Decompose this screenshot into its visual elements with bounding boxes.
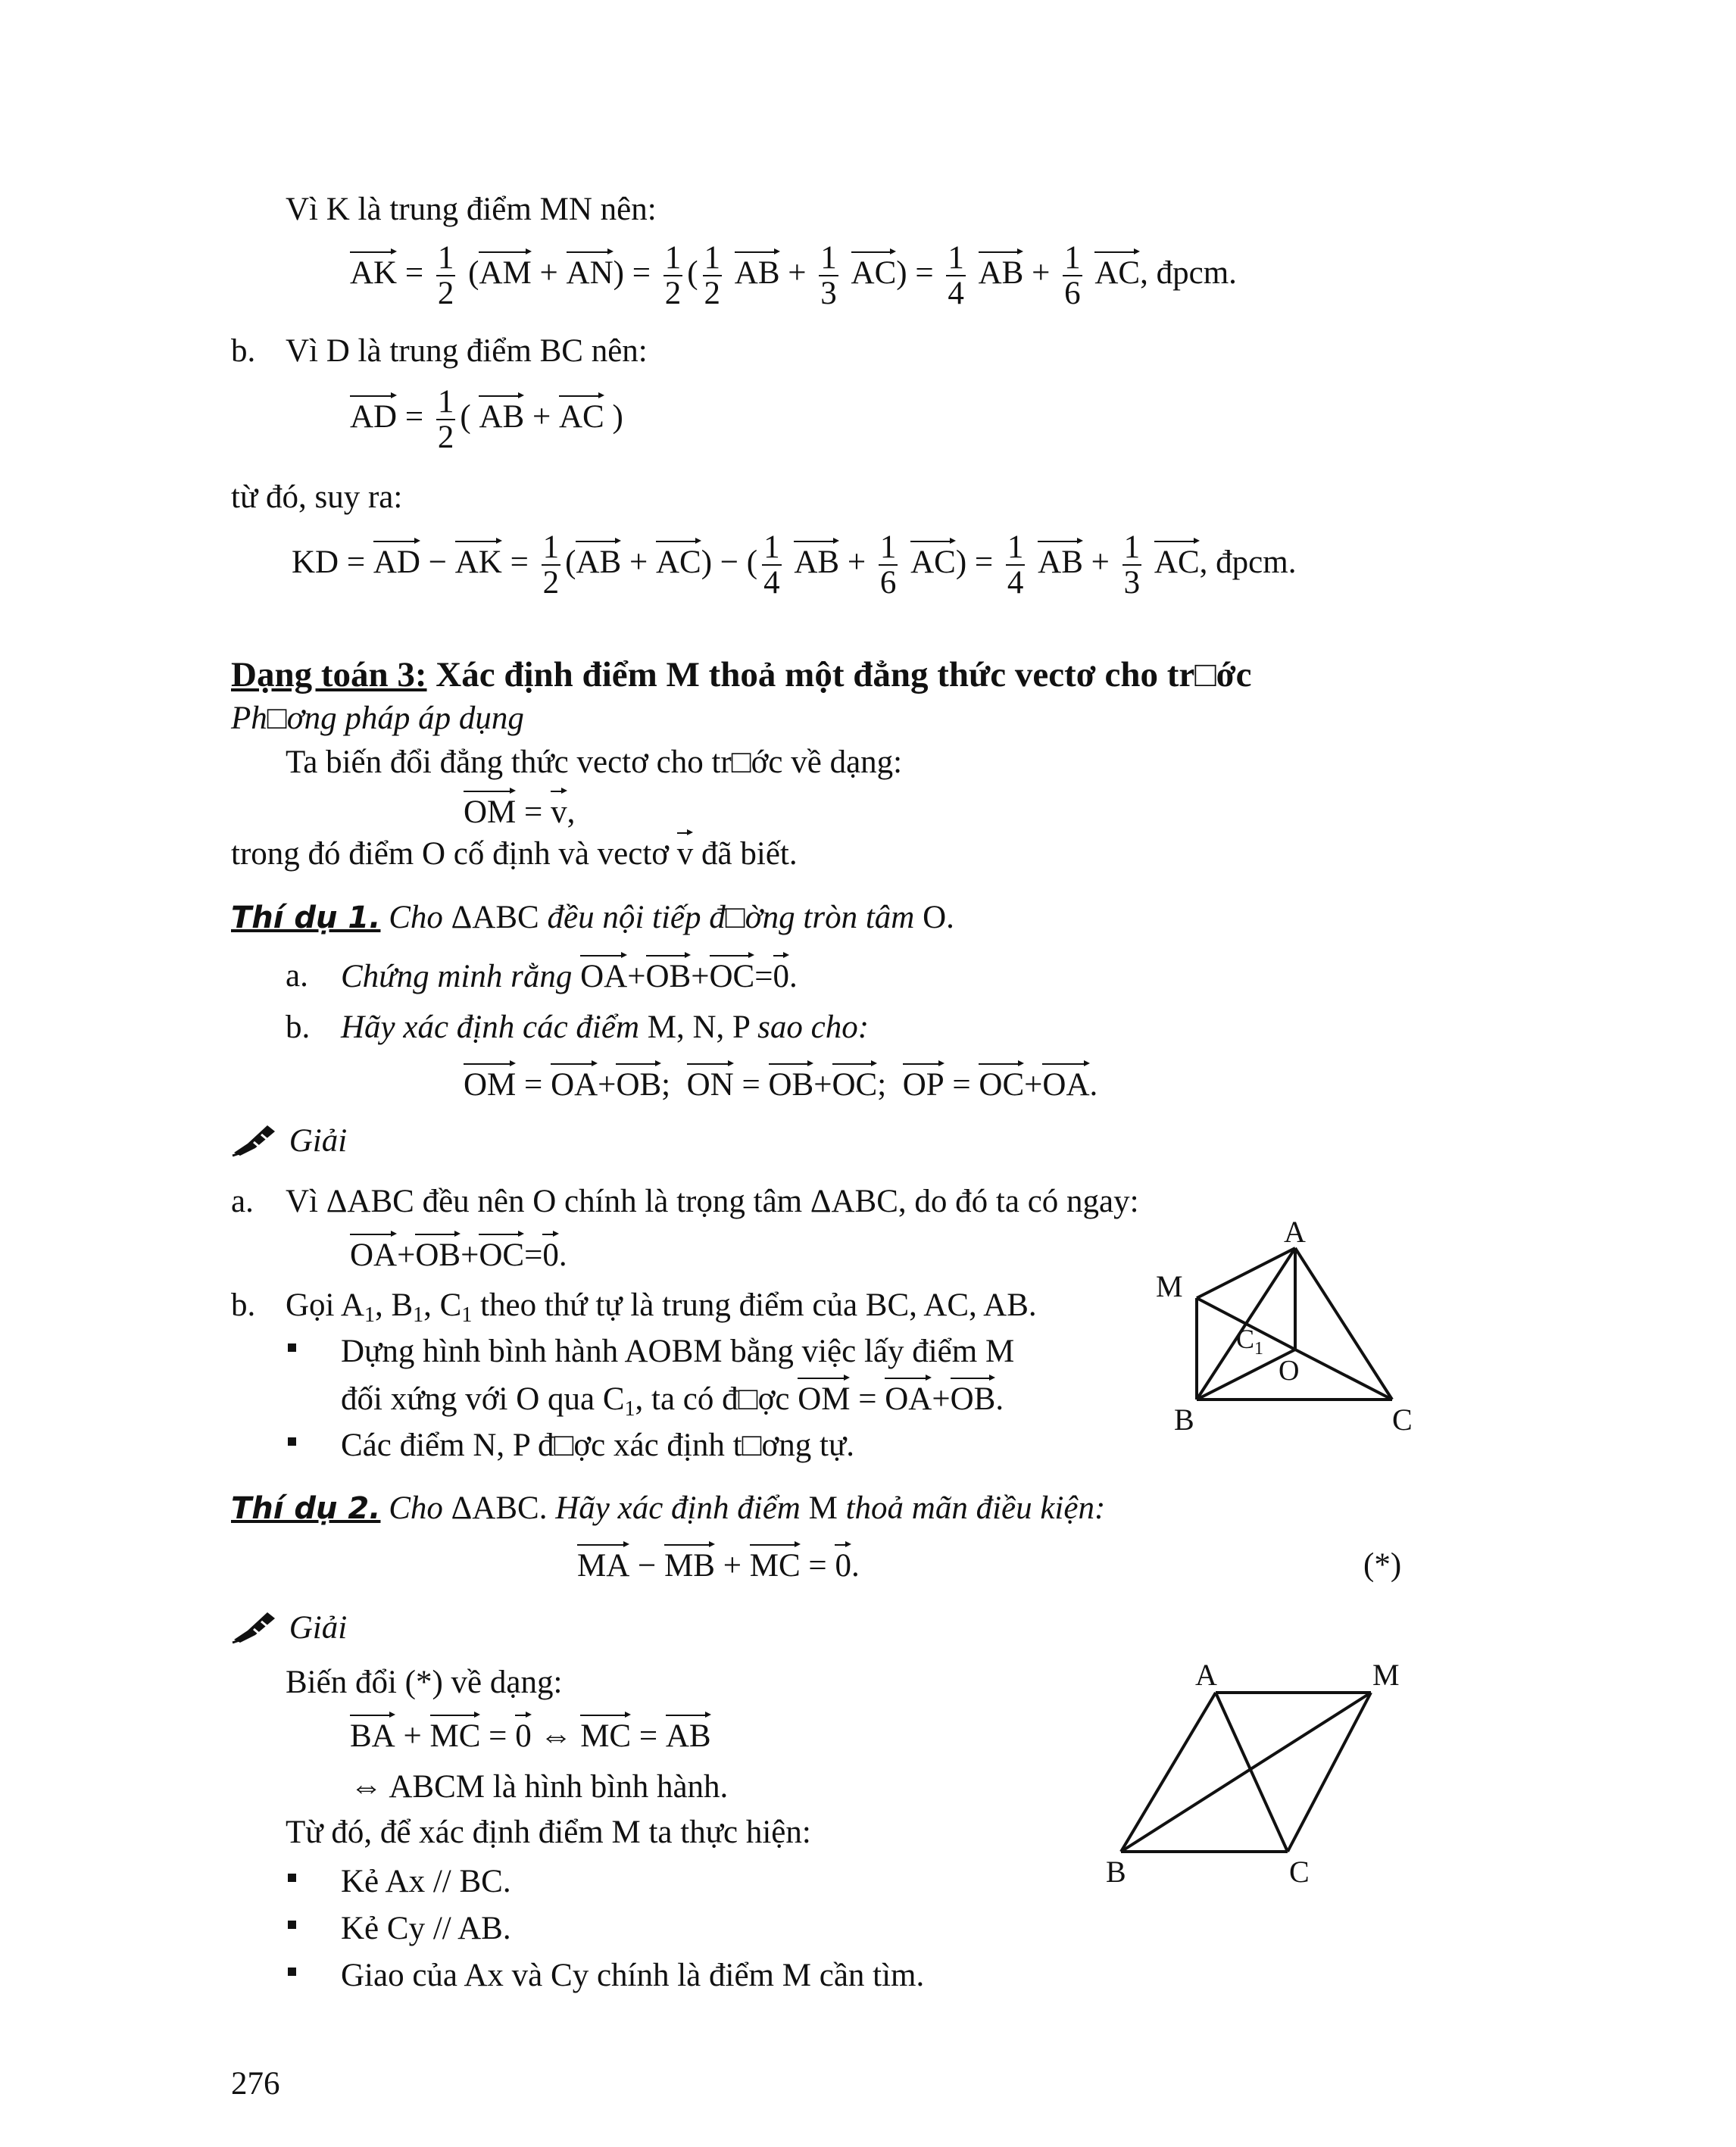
part-b-then: từ đó, suy ra: (231, 479, 403, 515)
where-text: trong đó điểm O cố định và vectơ (231, 836, 670, 872)
paren: ( (468, 255, 479, 292)
diagonal-bm (1121, 1693, 1371, 1852)
vector-mc: MC (750, 1545, 801, 1582)
vector-oa: OA (1042, 1064, 1089, 1101)
equals: = (524, 1237, 543, 1273)
solution-1-bullet-1-line-2 (341, 1378, 1004, 1422)
point-m: M (808, 1490, 838, 1526)
solution-2-step-2: ⇔ ABCM là hình bình hành. (350, 1769, 729, 1805)
plus: + (403, 1718, 422, 1754)
equals: = (974, 545, 994, 581)
plus: + (461, 1237, 479, 1273)
section-title: Xác định điểm M thoả một đẳng thức vectơ cho tr□ớc (426, 655, 1252, 694)
diagonal-ac (1216, 1693, 1288, 1852)
page-number: 276 (231, 2066, 280, 2102)
equals: = (915, 255, 934, 292)
fraction: $\frac{1}{6}$ (879, 529, 897, 601)
vector-ac: AC (656, 541, 701, 579)
vertex-o-label: O (1279, 1355, 1300, 1387)
bullet-square-icon (288, 1874, 296, 1882)
solution-label: Giải (289, 1610, 348, 1646)
triangle-abc: ΔABC. (451, 1490, 548, 1526)
solution-2-bullet-1: Kẻ Ax // BC. (341, 1864, 511, 1899)
text: theo thứ tự là trung điểm của BC, AC, AB. (472, 1287, 1037, 1323)
plus: + (691, 959, 710, 994)
equals: = (808, 1548, 827, 1584)
equals: = (404, 255, 424, 292)
edge-cm (1288, 1693, 1371, 1852)
example-1-item-b-label: b. (286, 1010, 311, 1045)
fraction: $\frac{1}{2}$ (437, 240, 454, 312)
paren: ( (565, 545, 576, 581)
plus: + (723, 1548, 742, 1584)
edge-ab (1121, 1693, 1216, 1852)
example-1-item-a (341, 956, 798, 997)
solution-1-a-equation (350, 1234, 567, 1276)
vertex-a-label: A (1284, 1215, 1306, 1249)
solution-2-bullet-3: Giao của Ax và Cy chính là điểm M cần tìm. (341, 1958, 925, 1993)
subscript: 1 (461, 1303, 473, 1327)
bullet-square-icon (288, 1437, 296, 1446)
vector-om: OM (798, 1378, 850, 1415)
vertex-b-label: B (1106, 1855, 1126, 1886)
edge-ac (1295, 1248, 1392, 1400)
vector-ma: MA (577, 1545, 629, 1582)
vector-oa: OA (350, 1234, 397, 1272)
vector-oc: OC (979, 1064, 1024, 1101)
prompt-text: Hãy xác định điểm (555, 1490, 801, 1526)
text: đối xứng với O qua C (341, 1381, 625, 1417)
period: . (558, 1237, 567, 1273)
fraction: $\frac{1}{3}$ (1123, 529, 1141, 601)
equals: = (742, 1067, 760, 1103)
comma: , (567, 794, 576, 830)
plus: + (813, 1067, 832, 1103)
fraction: $\frac{1}{2}$ (542, 529, 560, 601)
text: Gọi A (286, 1287, 364, 1323)
period: . (995, 1381, 1004, 1417)
qed: , đpcm. (1199, 545, 1297, 581)
vertex-m-label: M (1156, 1269, 1183, 1303)
subscript: 1 (413, 1303, 424, 1327)
plus: + (532, 399, 551, 435)
vector-mc: MC (580, 1715, 631, 1752)
equals: = (952, 1067, 971, 1103)
subscript: 1 (364, 1303, 375, 1327)
example-2-label: Thí dụ 2. (231, 1491, 381, 1526)
equals: = (858, 1381, 877, 1417)
paren: ) (955, 545, 967, 581)
vector-ab: AB (479, 396, 524, 433)
prompt-text: thoả mãn điều kiện: (845, 1490, 1106, 1526)
vector-zero: 0 (542, 1234, 559, 1272)
solution-1-heading (231, 1121, 347, 1162)
part-b-label: b. (231, 333, 256, 369)
plus: + (788, 255, 807, 292)
where-text: đã biết. (701, 836, 798, 872)
fraction: $\frac{1}{6}$ (1064, 240, 1081, 312)
paren: ( (687, 255, 698, 292)
vector-ab: AB (1038, 541, 1083, 579)
vector-ak: AK (455, 541, 502, 579)
vector-ba: BA (350, 1715, 395, 1752)
section-label: Dạng toán 3: (231, 655, 427, 694)
item-text: Chứng minh rằng (341, 959, 573, 994)
plus: + (627, 959, 646, 994)
qed: , đpcm. (1140, 255, 1237, 292)
vector-ab: AB (576, 541, 621, 579)
example-1-item-b-equations (464, 1064, 1097, 1106)
vector-ac: AC (910, 541, 956, 579)
equals: = (346, 545, 366, 581)
method-text: Ta biến đổi đẳng thức vectơ cho tr□ớc về dạng: (286, 744, 903, 780)
vertex-m-label: M (1372, 1658, 1400, 1692)
plus: + (598, 1067, 617, 1103)
vector-ac: AC (1094, 252, 1140, 289)
solution-2-step-1-equation (350, 1715, 711, 1757)
equals: = (510, 545, 529, 581)
vector-ob: OB (646, 956, 692, 993)
vertex-b-label: B (1174, 1403, 1194, 1437)
equation-tag: (*) (1363, 1547, 1402, 1583)
vector-v: v (677, 833, 694, 870)
semicolon: ; (661, 1067, 671, 1103)
solution-label: Giải (289, 1123, 348, 1159)
text: , B (374, 1287, 414, 1323)
plus: + (629, 545, 648, 581)
fraction: $\frac{1}{2}$ (704, 240, 721, 312)
kd-label: KD (292, 545, 339, 581)
vector-zero: 0 (515, 1715, 532, 1752)
example-2-equation (577, 1545, 860, 1587)
subscript: 1 (624, 1397, 635, 1421)
solution-1-a-text: Vì ΔABC đều nên O chính là trọng tâm ΔABC, do đó ta có ngay: (286, 1184, 1139, 1219)
vertex-c1-label: $C_1$ (1236, 1324, 1264, 1359)
fraction: $\frac{1}{4}$ (1007, 529, 1024, 601)
part-b-intro: Vì D là trung điểm BC nên: (286, 333, 648, 369)
period: . (789, 959, 798, 994)
method-form (464, 791, 575, 833)
prompt-text: Cho (389, 900, 443, 935)
equals: = (754, 959, 773, 994)
writing-hand-icon (231, 1608, 281, 1644)
plus: + (1024, 1067, 1043, 1103)
period: . (1089, 1067, 1098, 1103)
example-1-item-a-label: a. (286, 958, 308, 994)
parallelogram-figure (1098, 1651, 1432, 1886)
vector-ab: AB (735, 252, 780, 289)
vector-ob: OB (616, 1064, 661, 1101)
vertex-a-label: A (1195, 1658, 1217, 1692)
vector-mb: MB (664, 1545, 715, 1582)
minus: − (638, 1548, 657, 1584)
vector-ob: OB (769, 1064, 814, 1101)
point-o: O. (923, 900, 954, 935)
equals: = (489, 1718, 507, 1754)
vector-zero: 0 (835, 1545, 851, 1582)
section-heading (231, 653, 1252, 697)
plus: + (1091, 545, 1110, 581)
vector-ad: AD (373, 541, 420, 579)
bullet-square-icon (288, 1921, 296, 1929)
semicolon: ; (877, 1067, 887, 1103)
vertex-c-label: C (1392, 1403, 1413, 1437)
paren: ) (701, 545, 713, 581)
solution-1-b-text (286, 1285, 1037, 1328)
paren: ) (612, 399, 623, 435)
fraction: $\frac{1}{4}$ (763, 529, 780, 601)
vector-zero: 0 (773, 956, 790, 993)
solution-2-heading (231, 1608, 347, 1649)
solution-1-bullet-1-line-1: Dựng hình bình hành AOBM bằng việc lấy điểm M (341, 1334, 1015, 1369)
minus: − (428, 545, 447, 581)
vector-oc: OC (479, 1234, 524, 1272)
vector-ab: AB (979, 252, 1024, 289)
vector-oa: OA (885, 1378, 932, 1415)
vector-oc: OC (832, 1064, 878, 1101)
vector-am: AM (479, 252, 531, 289)
solution-2-step-1: Biến đổi (*) về dạng: (286, 1665, 563, 1700)
method-where (231, 833, 798, 875)
item-text: Hãy xác định các điểm (341, 1010, 640, 1045)
solution-1-bullet-2: Các điểm N, P đ□ợc xác định t□ơng tự. (341, 1428, 855, 1463)
fraction: $\frac{1}{2}$ (437, 384, 454, 456)
vector-om: OM (464, 1064, 516, 1101)
vector-ad: AD (350, 396, 397, 433)
vector-ob: OB (951, 1378, 996, 1415)
vector-oa: OA (551, 1064, 598, 1101)
iff-arrow-icon: ⇔ (539, 1718, 573, 1754)
triangle-abc: ΔABC (451, 900, 539, 935)
vector-an: AN (567, 252, 614, 289)
equals: = (639, 1718, 658, 1754)
vector-oa: OA (580, 956, 627, 993)
vector-oc: OC (710, 956, 755, 993)
method-heading: Ph□ơng pháp áp dụng (231, 701, 524, 736)
vector-ac: AC (851, 252, 897, 289)
vector-mc: MC (430, 1715, 481, 1752)
vector-ab: AB (794, 541, 839, 579)
period: . (851, 1548, 860, 1584)
vector-on: ON (687, 1064, 734, 1101)
equals: = (404, 399, 424, 435)
solution-2-bullet-2: Kẻ Cy // AB. (341, 1911, 511, 1946)
writing-hand-icon (231, 1121, 281, 1157)
example-1-item-b (341, 1007, 869, 1048)
part-a-intro: Vì K là trung điểm MN nên: (286, 192, 657, 227)
plus: + (397, 1237, 416, 1273)
paren: ( (460, 399, 471, 435)
part-b-equation-2 (292, 530, 1296, 600)
text: , C (423, 1287, 462, 1323)
example-1-label: Thí dụ 1. (231, 900, 381, 935)
bullet-square-icon (288, 1343, 296, 1352)
plus: + (539, 255, 558, 292)
part-a-equation (350, 241, 1237, 311)
solution-1-a-label: a. (231, 1184, 254, 1219)
equals: = (632, 255, 651, 292)
triangle-figure (1151, 1204, 1424, 1439)
text: , ta có đ□ợc (635, 1381, 790, 1417)
points-mnp: M, N, P (647, 1010, 750, 1045)
plus: + (932, 1381, 951, 1417)
bullet-square-icon (288, 1968, 296, 1976)
vector-om: OM (464, 791, 516, 829)
part-b-equation-1 (350, 385, 623, 454)
minus: − ( (720, 545, 758, 581)
vector-ak: AK (350, 252, 397, 289)
fraction: $\frac{1}{4}$ (948, 240, 964, 312)
vector-v: v (551, 791, 567, 829)
vector-ac: AC (1154, 541, 1200, 579)
equals: = (524, 1067, 543, 1103)
vertex-c-label: C (1289, 1855, 1310, 1886)
item-text: sao cho: (757, 1010, 870, 1045)
paren: ) (613, 255, 624, 292)
vector-ac: AC (559, 396, 604, 433)
vector-op: OP (903, 1064, 944, 1101)
fraction: $\frac{1}{3}$ (820, 240, 837, 312)
prompt-text: Cho (389, 1490, 443, 1526)
plus: + (847, 545, 866, 581)
solution-1-b-label: b. (231, 1287, 256, 1323)
equals: = (524, 794, 543, 830)
solution-2-step-3: Từ đó, để xác định điểm M ta thực hiện: (286, 1815, 811, 1850)
example-1-prompt (231, 897, 954, 938)
plus: + (1032, 255, 1051, 292)
fraction: $\frac{1}{2}$ (664, 240, 682, 312)
paren: ) (896, 255, 907, 292)
vector-ab: AB (666, 1715, 711, 1752)
example-2-prompt (231, 1488, 1105, 1529)
prompt-text: đều nội tiếp đ□ờng tròn tâm (547, 900, 915, 935)
vector-ob: OB (415, 1234, 461, 1272)
